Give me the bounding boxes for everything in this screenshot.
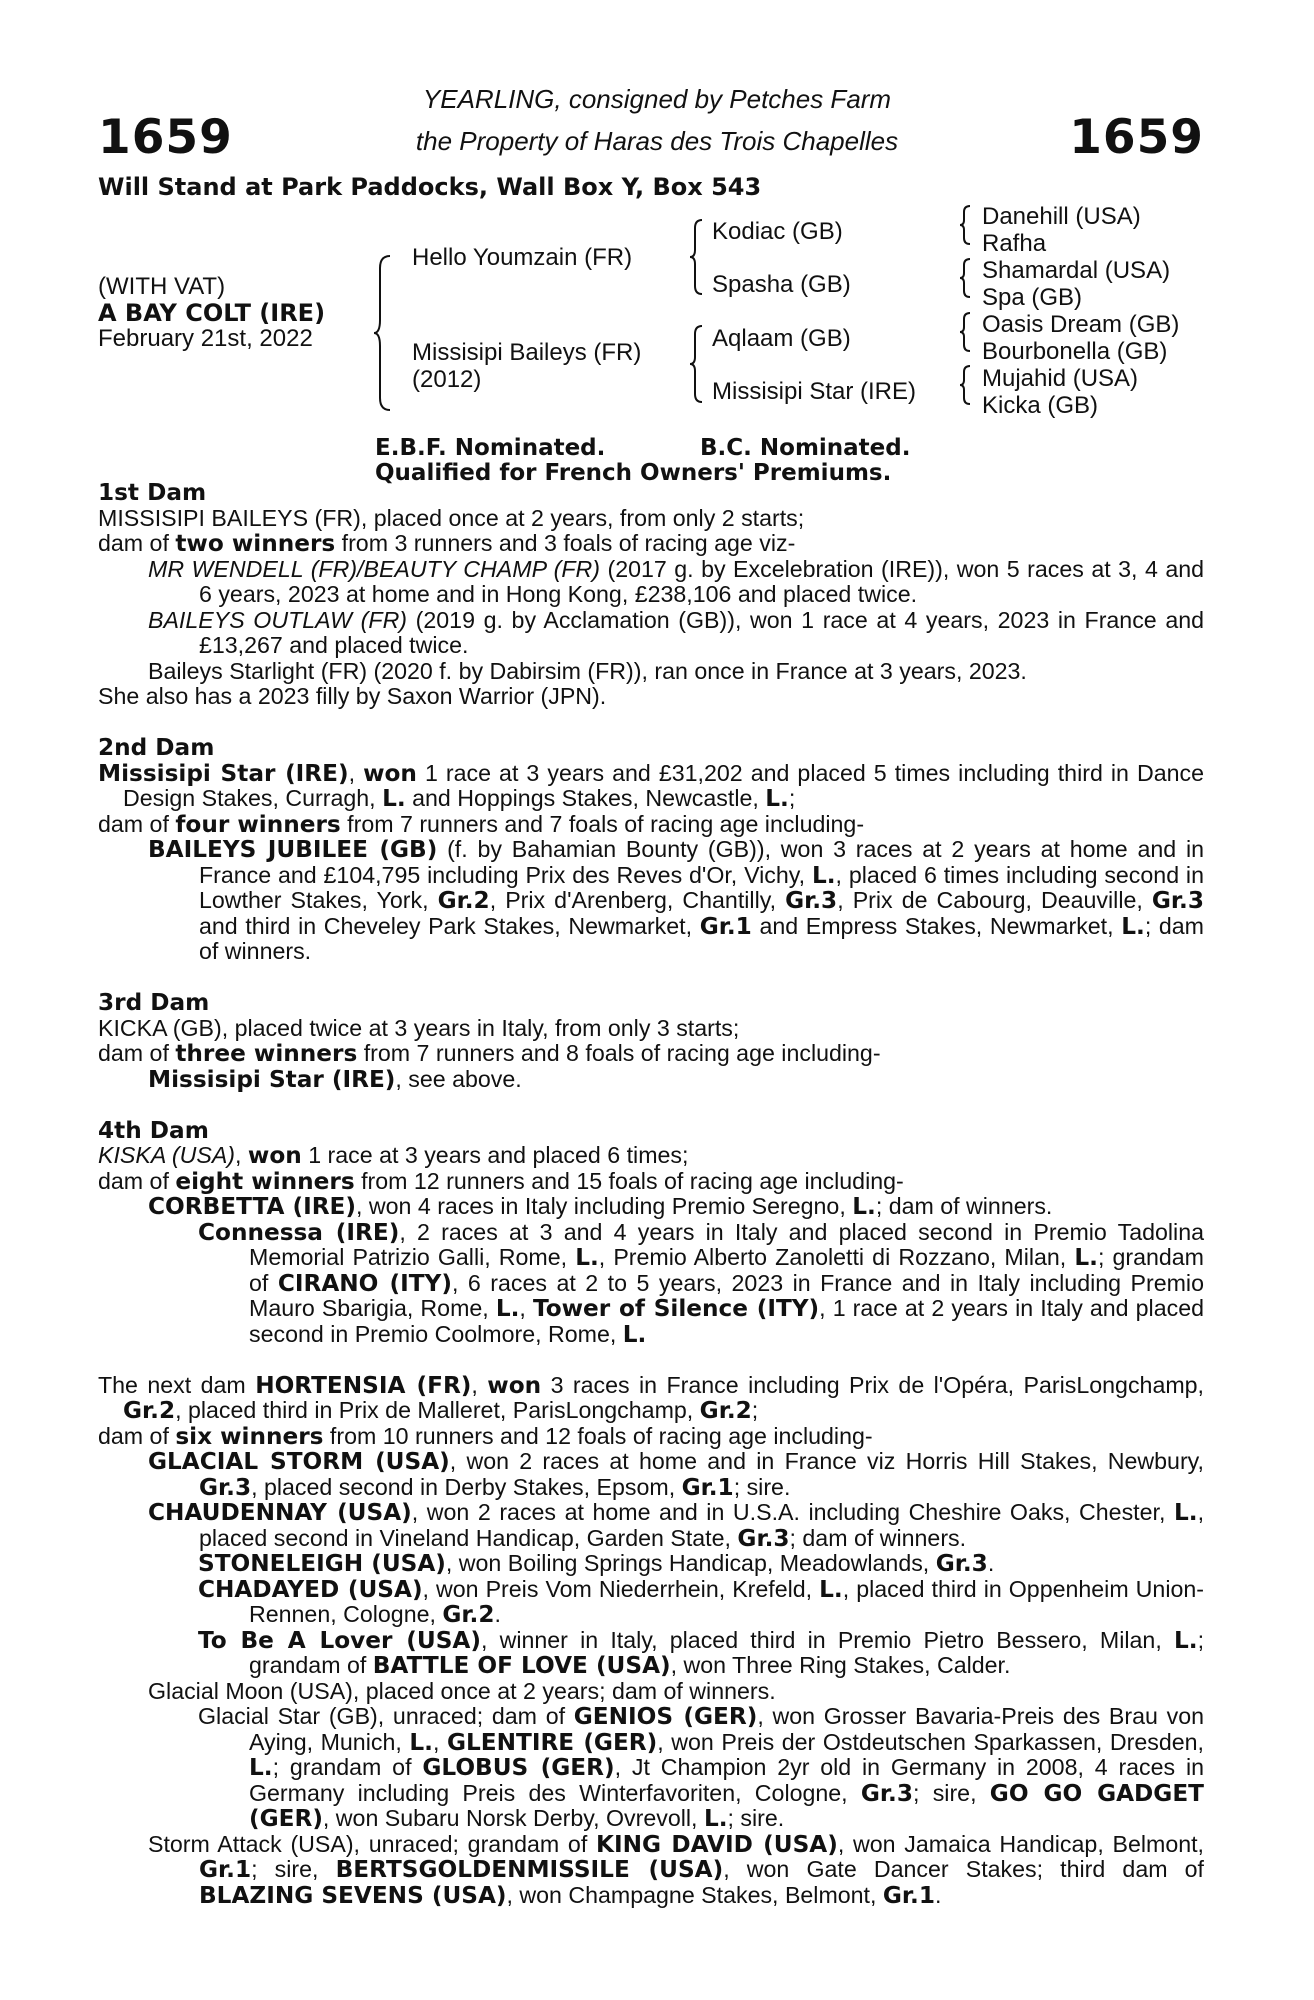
dam1-foal-1: MR WENDELL (FR)/BEAUTY CHAMP (FR) (2017 g. by Excelebration (IRE)), won 5 races at 3, 4 and 6 years, 2023 at home and in Hong Kong, £238,106 and placed twice. <box>148 555 1205 607</box>
grandparent-7: Mujahid (USA) <box>982 365 1139 392</box>
dam1-foal-3: Baileys Starlight (FR) (2020 f. by Dabirsim (FR)), ran once in France at 3 years, 2023. <box>148 657 1027 684</box>
pedigree-brace-dam <box>688 324 704 404</box>
section-heading-2nd-dam: 2nd Dam <box>98 734 215 761</box>
dam1-foal-4: She also has a 2023 filly by Saxon Warrior (JPN). <box>98 683 607 709</box>
sire-sire: Kodiac (GB) <box>712 218 843 245</box>
dam-sire: Aqlaam (GB) <box>712 325 851 352</box>
dam-name: Missisipi Baileys (FR) <box>412 339 642 366</box>
dam3-produce: dam of three winners from 7 runners and 8 foals of racing age including- <box>98 1040 881 1067</box>
grandparent-5: Oasis Dream (GB) <box>982 311 1180 338</box>
grandparent-2: Rafha <box>982 230 1047 257</box>
dam2-foal-1: BAILEYS JUBILEE (GB) (f. by Bahamian Bounty (GB)), won 3 races at 2 years at home and in France and £104,795 including Prix des Reves d'Or, Vichy, L., placed 6 times including second in Lowther Stakes, York, Gr.2, Prix d'Arenberg, Chantilly, Gr.3, Prix de Cabourg, Deauville, Gr.3 and third in Cheveley Park Stakes, Newmarket, Gr.1 and Empress Stakes, Newmarket, L.; dam of winners. <box>148 836 1205 964</box>
dam3-record: KICKA (GB), placed twice at 3 years in Italy, from only 3 starts; <box>98 1014 740 1041</box>
grandparent-4: Spa (GB) <box>982 284 1083 311</box>
next-dam-grandfoal-4: Glacial Star (GB), unraced; dam of GENIOS (GER), won Grosser Bavaria-Preis des Brau von Aying, Munich, L., GLENTIRE (GER), won Preis der Ostdeutschen Sparkassen, Dresden, L.; grandam of GLOBUS (GER), Jt Champion 2yr old in Germany in 2008, 4 races in Germany including Preis des Winterfavoriten, Cologne, Gr.3; sire, GO GO GADGET (GER), won Subaru Norsk Derby, Ovrevoll, L.; sire. <box>198 1703 1205 1832</box>
consignment-line: YEARLING, consigned by Petches Farm <box>422 84 892 114</box>
section-heading-1st-dam: 1st Dam <box>98 479 207 506</box>
pedigree-brace-sire <box>688 218 704 296</box>
lot-number-right: 1659 <box>1069 110 1204 165</box>
dam4-record: KISKA (USA), won 1 race at 3 years and placed 6 times; <box>98 1142 689 1169</box>
dam3-foal-1: Missisipi Star (IRE), see above. <box>148 1065 522 1093</box>
dam2-record: Missisipi Star (IRE), won 1 race at 3 years and £31,202 and placed 5 times including third in Dance Design Stakes, Curragh, L. and Hoppings Stakes, Newcastle, L.; <box>98 759 1204 812</box>
lot-number-left: 1659 <box>98 110 233 165</box>
pedigree-brace-g4 <box>958 364 972 406</box>
dam1-foal-2: BAILEYS OUTLAW (FR) (2019 g. by Acclamation (GB)), won 1 race at 4 years, 2023 in France and £13,267 and placed twice. <box>148 606 1205 658</box>
dam4-produce: dam of eight winners from 12 runners and 15 foals of racing age including- <box>98 1167 904 1195</box>
dam2-produce: dam of four winners from 7 runners and 7 foals of racing age including- <box>98 810 865 838</box>
section-heading-4th-dam: 4th Dam <box>98 1116 209 1144</box>
stand-location: Will Stand at Park Paddocks, Wall Box Y, Box 543 <box>98 173 762 201</box>
section-heading-3rd-dam: 3rd Dam <box>98 989 210 1016</box>
horse-name: A BAY COLT (IRE) <box>98 299 326 327</box>
vat-note: (WITH VAT) <box>98 273 226 300</box>
next-dam-record: The next dam HORTENSIA (FR), won 3 races in France including Prix de l'Opéra, ParisLongchamp, Gr.2, placed third in Prix de Malleret, ParisLongchamp, Gr.2; <box>98 1371 1204 1424</box>
property-line: the Property of Haras des Trois Chapelles <box>415 126 899 156</box>
next-dam-grandfoal-2: CHADAYED (USA), won Preis Vom Niederrhein, Krefeld, L., placed third in Oppenheim Union-Rennen, Cologne, Gr.2. <box>198 1575 1204 1628</box>
next-dam-foal-2: CHAUDENNAY (USA), won 2 races at home and in U.S.A. including Cheshire Oaks, Chester, L., placed second in Vineland Handicap, Garden State, Gr.3; dam of winners. <box>148 1499 1205 1552</box>
sire-dam: Spasha (GB) <box>712 271 851 298</box>
next-dam-foal-1: GLACIAL STORM (USA), won 2 races at home and in France viz Horris Hill Stakes, Newbury, Gr.3, placed second in Derby Stakes, Epsom, Gr.1; sire. <box>148 1448 1204 1501</box>
pedigree-notes <box>98 480 1204 1908</box>
next-dam-foal-4: Storm Attack (USA), unraced; grandam of KING DAVID (USA), won Jamaica Handicap, Belmont, Gr.1; sire, BERTSGOLDENMISSILE (USA), won Gate Dancer Stakes; third dam of BLAZING SEVENS (USA), won Champagne Stakes, Belmont, Gr.1. <box>148 1830 1204 1909</box>
bc-nomination: B.C. Nominated. <box>700 435 911 461</box>
dam1-record: MISSISIPI BAILEYS (FR), placed once at 2 years, from only 2 starts; <box>98 504 805 531</box>
dam-dam: Missisipi Star (IRE) <box>712 378 917 405</box>
pedigree-brace-g1 <box>958 204 972 246</box>
dam4-grandfoal-1: Connessa (IRE), 2 races at 3 and 4 years in Italy and placed second in Premio Tadolina Memorial Patrizio Galli, Rome, L., Premio Alberto Zanoletti di Rozzano, Milan, L.; grandam of CIRANO (ITY), 6 races at 2 to 5 years, 2023 in France and in Italy including Premio Mauro Sbarigia, Rome, L., Tower of Silence (ITY), 1 race at 2 years in Italy and placed second in Premio Coolmore, Rome, L. <box>198 1218 1204 1348</box>
pedigree-brace-main <box>372 254 394 412</box>
grandparent-3: Shamardal (USA) <box>982 257 1171 284</box>
dam4-foal-1: CORBETTA (IRE), won 4 races in Italy including Premio Seregno, L.; dam of winners. <box>148 1193 1053 1220</box>
foaling-date: February 21st, 2022 <box>98 325 313 352</box>
next-dam-grandfoal-1: STONELEIGH (USA), won Boiling Springs Handicap, Meadowlands, Gr.3. <box>198 1550 995 1577</box>
next-dam-produce: dam of six winners from 10 runners and 12 foals of racing age including- <box>98 1422 873 1450</box>
ebf-nomination: E.B.F. Nominated. <box>375 435 606 461</box>
pedigree-brace-g2 <box>958 257 972 299</box>
grandparent-1: Danehill (USA) <box>982 203 1141 230</box>
grandparent-8: Kicka (GB) <box>982 392 1099 419</box>
grandparent-6: Bourbonella (GB) <box>982 338 1168 365</box>
dam1-produce: dam of two winners from 3 runners and 3 foals of racing age viz- <box>98 530 796 557</box>
sire-name: Hello Youmzain (FR) <box>412 244 633 271</box>
dam-year: (2012) <box>412 366 482 393</box>
next-dam-foal-3: Glacial Moon (USA), placed once at 2 years; dam of winners. <box>148 1677 776 1704</box>
next-dam-grandfoal-3: To Be A Lover (USA), winner in Italy, placed third in Premio Pietro Bessero, Milan, L.; grandam of BATTLE OF LOVE (USA), won Three Ring Stakes, Calder. <box>198 1626 1205 1679</box>
pedigree-brace-g3 <box>958 311 972 353</box>
premiums-qualification: Qualified for French Owners' Premiums. <box>375 460 892 486</box>
